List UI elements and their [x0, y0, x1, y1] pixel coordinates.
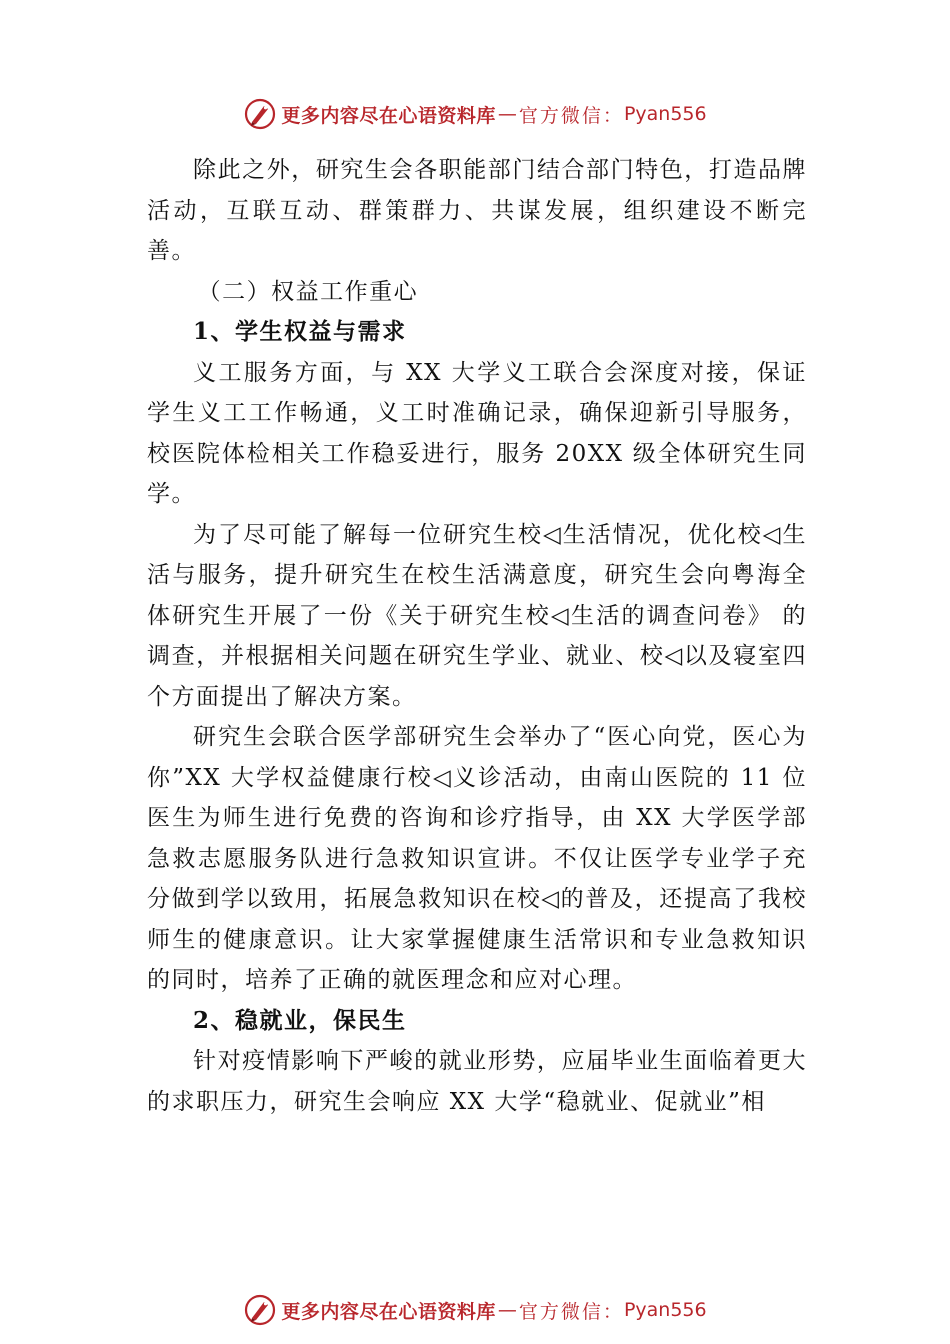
banner-separator: —: [497, 1299, 517, 1321]
banner-wechat-id: Pyan556: [623, 1299, 707, 1321]
header-banner: [0, 94, 950, 134]
banner-separator: —: [497, 103, 517, 125]
paragraph: 针对疫情影响下严峻的就业形势，应届毕业生面临着更大的求职压力，研究生会响应 XX 大学“稳就业、促就业”相: [147, 1048, 807, 1115]
banner-wechat-id: Pyan556: [623, 103, 707, 125]
section-heading: 1、学生权益与需求: [193, 318, 407, 345]
paragraph: 为了尽可能了解每一位研究生校◁生活情况，优化校◁生活与服务，提升研究生在校生活满意度，研究生会向粤海全体研究生开展了一份《关于研究生校◁生活的调查问卷》 的调查，并根据相关问题在研究生学业、就业、校◁以及寝室四个方面提出了解决方案。: [147, 521, 807, 710]
section-heading: 2、稳就业，保民生: [193, 1006, 407, 1034]
section-subheading: （二）权益工作重心: [197, 278, 419, 305]
paragraph: 研究生会联合医学部研究生会举办了“医心向党，医心为你”XX 大学权益健康行校◁义诊活动，由南山医院的 11 位医生为师生进行免费的咨询和诊疗指导，由 XX 大学医学部急救志愿服务队进行急救知识宣讲。不仅让医学专业学子充分做到学以致用，拓展急救知识在校◁的普及，还提高了我校师生的健康意识。让大家掌握健康生活常识和专业急救知识的同时，培养了正确的就医理念和应对心理。: [147, 724, 807, 993]
pen-nib-logo-icon: [243, 1293, 277, 1327]
banner-label: 官方微信：: [518, 1300, 624, 1323]
document-body: [147, 150, 807, 1122]
banner-title: 更多内容尽在心语资料库: [281, 104, 496, 127]
pen-nib-logo-icon: [243, 97, 277, 131]
banner-label: 官方微信：: [518, 104, 624, 127]
paragraph: 除此之外，研究生会各职能部门结合部门特色，打造品牌活动，互联互动、群策群力、共谋发展，组织建设不断完善。: [147, 157, 807, 264]
banner-title: 更多内容尽在心语资料库: [281, 1300, 496, 1323]
paragraph: 义工服务方面，与 XX 大学义工联合会深度对接，保证学生义工工作畅通，义工时准确记录，确保迎新引导服务， 校医院体检相关工作稳妥进行，服务 20XX 级全体研究生同学。: [147, 359, 807, 507]
footer-banner: [0, 1290, 950, 1330]
